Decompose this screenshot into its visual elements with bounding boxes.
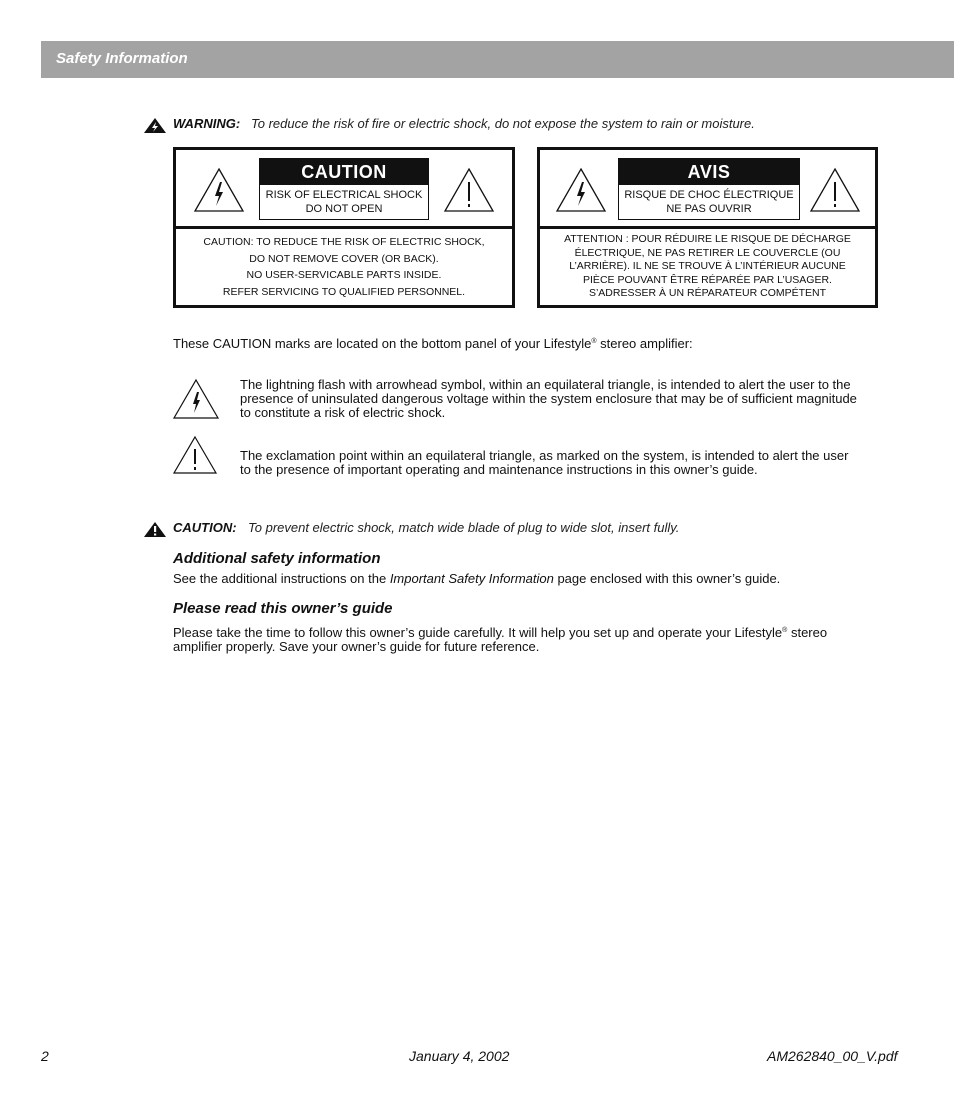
exclamation-triangle-icon [808,166,862,214]
warning-notice [143,116,843,134]
section-header-bar [41,41,954,78]
avis-subtitle-line: NE PAS OUVRIR [666,203,752,215]
caution-body-line: DO NOT REMOVE COVER (OR BACK). [249,252,439,265]
avis-body-line: ATTENTION : POUR RÉDUIRE LE RISQUE DE DÉCHARGE [564,233,851,246]
marks-intro-text [173,335,693,351]
caution-center-panel [259,158,429,220]
footer-filename: AM262840_00_V.pdf [767,1048,898,1064]
caution-label-body [176,229,512,305]
caution-body-line: NO USER-SERVICABLE PARTS INSIDE. [246,269,442,281]
section-title: Safety Information [56,50,188,67]
additional-text-before: See the additional instructions on the [173,571,390,586]
lightning-triangle-icon [192,166,246,214]
additional-safety-heading: Additional safety information [173,550,381,567]
lightning-explanation-line: The lightning flash with arrowhead symbol, within an equilateral triangle, is intended to alert the user to the [240,377,851,392]
exclamation-triangle-icon [442,166,496,214]
additional-safety-text [173,572,780,586]
avis-label-top [540,150,875,229]
caution-exclamation-triangle-icon [143,521,167,538]
additional-text-after: page enclosed with this owner’s guide. [553,571,781,586]
footer-date: January 4, 2002 [409,1048,510,1064]
read-guide-line1-after: stereo [787,625,828,640]
marks-intro-before: These CAUTION marks are located on the bottom panel of your Lifestyle [173,336,592,351]
caution-subtitle-line: DO NOT OPEN [305,203,383,215]
caution-body-line: REFER SERVICING TO QUALIFIED PERSONNEL. [222,285,466,298]
warning-label: WARNING: [173,116,241,131]
lightning-explanation-line: to constitute a risk of electric shock. [240,405,446,420]
avis-body-line: L’ARRIÈRE). IL NE SE TROUVE À L’INTÉRIEUR AUCUNE [569,260,846,273]
caution-note-text: To prevent electric shock, match wide blade of plug to wide slot, insert fully. [248,520,680,535]
caution-label-english [173,147,515,308]
caution-title: CAUTION [260,159,428,185]
registered-mark: ® [782,627,788,634]
exclamation-explanation [240,449,848,477]
read-guide-line2: amplifier properly. Save your owner’s guide for future reference. [173,639,540,654]
warning-text: To reduce the risk of fire or electric shock, do not expose the system to rain or moisture. [251,116,755,131]
lightning-triangle-icon [554,166,608,214]
avis-body-line: PIÈCE POUVANT ÊTRE RÉPARÉE PAR L’USAGER. [583,273,832,286]
additional-text-italic: Important Safety Information [389,571,554,586]
marks-intro-after: stereo amplifier: [596,336,693,351]
avis-label-body [540,229,875,305]
avis-subtitle-line: RISQUE DE CHOC ÉLECTRIQUE [624,189,794,201]
exclamation-triangle-icon [172,435,218,475]
read-guide-line1-before: Please take the time to follow this owner’s guide carefully. It will help you set up and operate your Lifestyle [173,625,783,640]
registered-mark: ® [591,338,597,345]
read-guide-heading: Please read this owner’s guide [173,600,393,617]
avis-title: AVIS [619,159,799,185]
caution-label-top [176,150,512,229]
avis-center-panel [618,158,800,220]
caution-label-french [537,147,878,308]
exclamation-explanation-line: to the presence of important operating and maintenance instructions in this owner’s guide. [240,462,758,477]
caution-body-line: CAUTION: TO REDUCE THE RISK OF ELECTRIC SHOCK, [203,236,485,248]
lightning-explanation [240,378,857,420]
caution-note-label: CAUTION: [173,520,237,535]
warning-triangle-icon [143,117,167,134]
caution-notice [143,520,763,538]
exclamation-explanation-line: The exclamation point within an equilateral triangle, as marked on the system, is intended to alert the user [240,448,849,463]
lightning-triangle-icon [172,378,220,420]
caution-subtitle-line: RISK OF ELECTRICAL SHOCK [265,189,423,201]
page-number: 2 [41,1048,49,1064]
avis-body-line: ÉLECTRIQUE, NE PAS RETIRER LE COUVERCLE (OU [574,246,841,259]
read-guide-text [173,624,827,654]
lightning-explanation-line: presence of uninsulated dangerous voltage within the system enclosure that may be of sufficient magnitude [240,391,857,406]
avis-body-line: S’ADRESSER À UN RÉPARATEUR COMPÉTENT [588,287,827,300]
